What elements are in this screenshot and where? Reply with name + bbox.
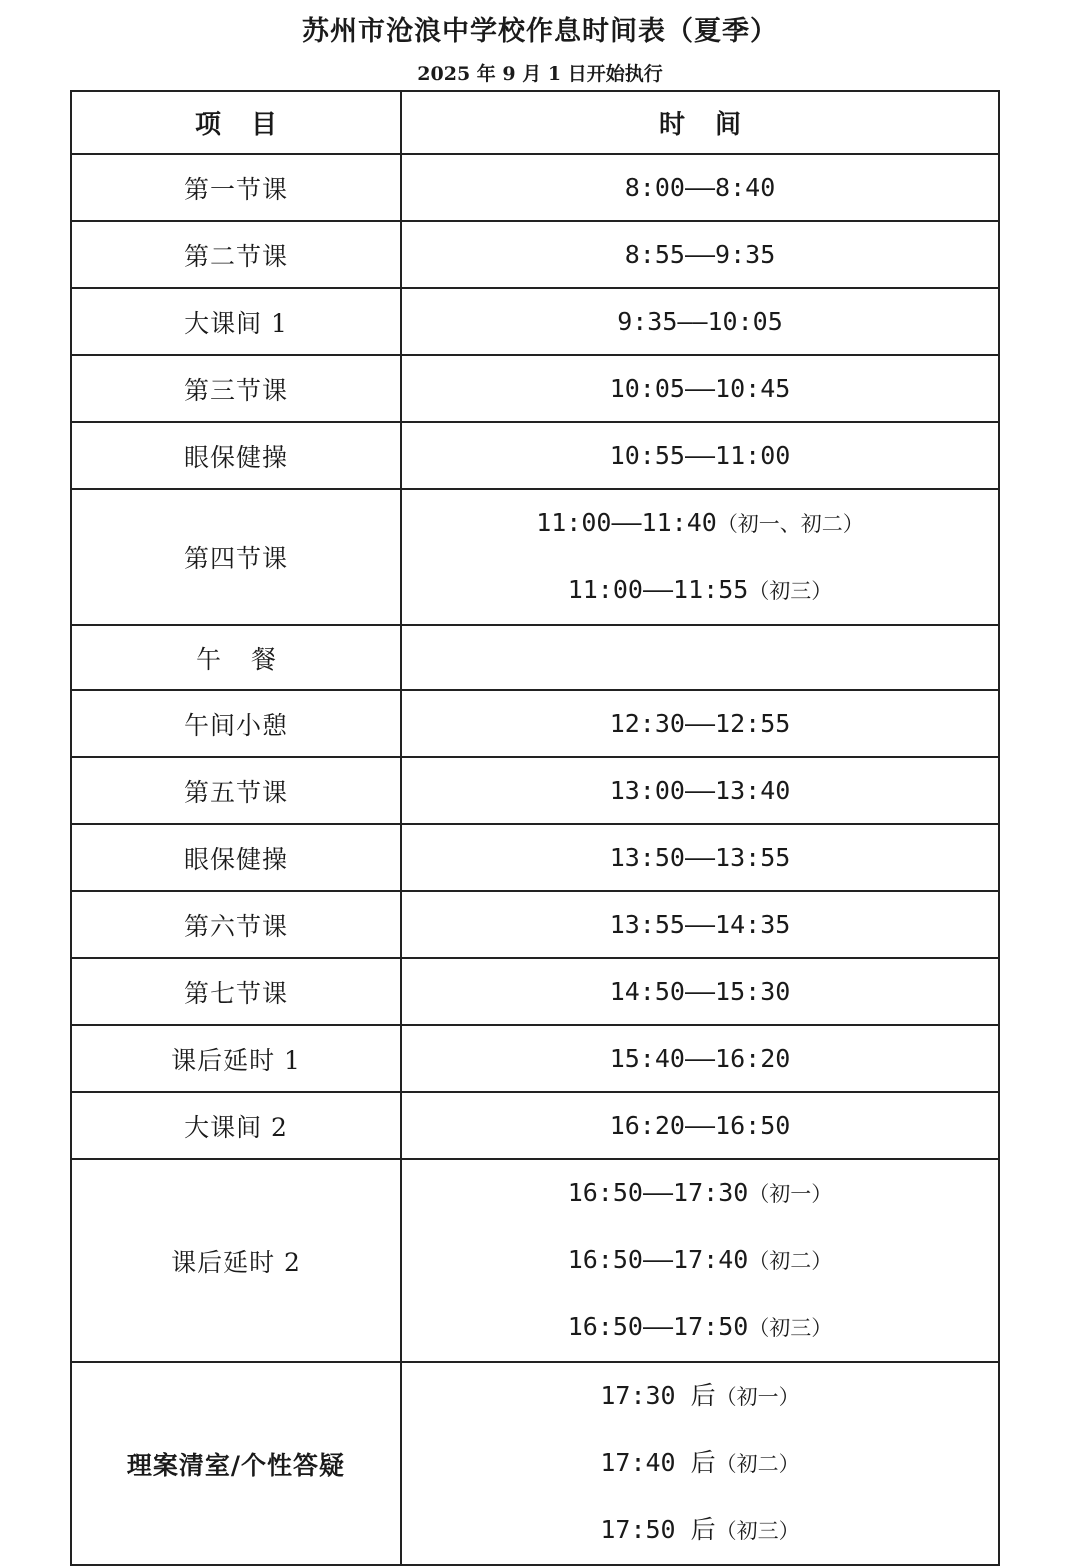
row-time-cell [401,1362,999,1565]
time-entry [402,1160,998,1227]
row-time-cell [401,625,999,690]
row-item-label: 大课间 2 [71,1092,401,1159]
time-range: 13:55——14:35 [609,910,791,939]
table-row [71,1362,999,1565]
row-item-label: 午间小憩 [71,690,401,757]
table-row [71,958,999,1025]
table-row [71,625,999,690]
grade-note: （初一、初二） [716,512,864,536]
row-time-cell [401,154,999,221]
table-header-row [71,91,999,154]
time-entry [402,490,998,557]
time-entry [402,892,998,957]
table-row [71,154,999,221]
table-row [71,221,999,288]
table-row [71,1092,999,1159]
grade-note: （初三） [748,579,833,603]
time-range: 13:00——13:40 [609,776,791,805]
time-range: 14:50——15:30 [609,977,791,1006]
table-row [71,422,999,489]
time-range: 11:00——11:55 [567,575,749,604]
column-header-item: 项目 [71,91,401,154]
time-range: 16:50——17:50 [567,1312,749,1341]
time-range: 16:20——16:50 [609,1111,791,1140]
page-title: 苏州市沧浪中学校作息时间表（夏季） [302,16,778,47]
row-time-cell [401,757,999,824]
time-range: 8:00——8:40 [624,173,776,202]
time-entry [402,155,998,220]
time-entry [402,758,998,823]
time-entry [402,1430,998,1497]
time-entry [402,1227,998,1294]
grade-note: （初三） [715,1519,800,1543]
row-time-cell [401,1092,999,1159]
grade-note: （初一） [748,1182,833,1206]
time-range: 17:40 后 [600,1448,716,1477]
time-range: 8:55——9:35 [624,240,776,269]
schedule-table [70,90,1000,1566]
row-item-label: 第三节课 [71,355,401,422]
time-entry [402,1026,998,1091]
row-time-cell [401,489,999,625]
column-header-time: 时间 [401,91,999,154]
table-row [71,1159,999,1362]
time-range: 16:50——17:40 [567,1245,749,1274]
row-time-cell [401,288,999,355]
time-range: 11:00——11:40 [536,508,717,537]
time-range: 16:50——17:30 [567,1178,749,1207]
table-row [71,690,999,757]
time-entry [402,557,998,624]
row-item-label: 第二节课 [71,221,401,288]
row-item-label: 第四节课 [71,489,401,625]
time-entry [402,1497,998,1564]
row-item-label: 午餐 [71,625,401,690]
table-row [71,891,999,958]
time-entry [402,959,998,1024]
time-entry [402,825,998,890]
time-range: 17:30 后 [600,1381,716,1410]
grade-note: （初一） [715,1385,800,1409]
effective-date: 2025 年 9 月 1 日开始执行 [417,63,663,85]
row-item-label: 第六节课 [71,891,401,958]
time-entry [402,222,998,287]
time-range: 17:50 后 [600,1515,716,1544]
time-entry [402,289,998,354]
time-range: 10:55——11:00 [609,441,791,470]
time-entry [402,423,998,488]
time-entry [402,356,998,421]
time-range: 9:35——10:05 [617,307,783,336]
row-item-label: 第一节课 [71,154,401,221]
row-item-label: 理案清室/个性答疑 [71,1362,401,1565]
table-row [71,355,999,422]
time-range: 12:30——12:55 [609,709,791,738]
table-row [71,824,999,891]
table-row [71,288,999,355]
row-time-cell [401,690,999,757]
time-entry [402,691,998,756]
grade-note: （初二） [748,1249,833,1273]
row-item-label: 第七节课 [71,958,401,1025]
row-item-label: 第五节课 [71,757,401,824]
table-row [71,489,999,625]
row-item-label: 大课间 1 [71,288,401,355]
time-range: 15:40——16:20 [609,1044,791,1073]
row-time-cell [401,1025,999,1092]
grade-note: （初二） [715,1452,800,1476]
row-time-cell [401,221,999,288]
row-time-cell [401,422,999,489]
time-entry [402,1093,998,1158]
time-range: 13:50——13:55 [609,843,791,872]
time-range: 10:05——10:45 [609,374,791,403]
row-item-label: 眼保健操 [71,824,401,891]
row-item-label: 课后延时 2 [71,1159,401,1362]
grade-note: （初三） [748,1316,833,1340]
row-item-label: 眼保健操 [71,422,401,489]
table-row [71,1025,999,1092]
time-entry [402,1294,998,1361]
table-row [71,757,999,824]
time-entry [402,1363,998,1430]
row-time-cell [401,1159,999,1362]
row-time-cell [401,891,999,958]
row-time-cell [401,958,999,1025]
row-time-cell [401,355,999,422]
row-item-label: 课后延时 1 [71,1025,401,1092]
row-time-cell [401,824,999,891]
